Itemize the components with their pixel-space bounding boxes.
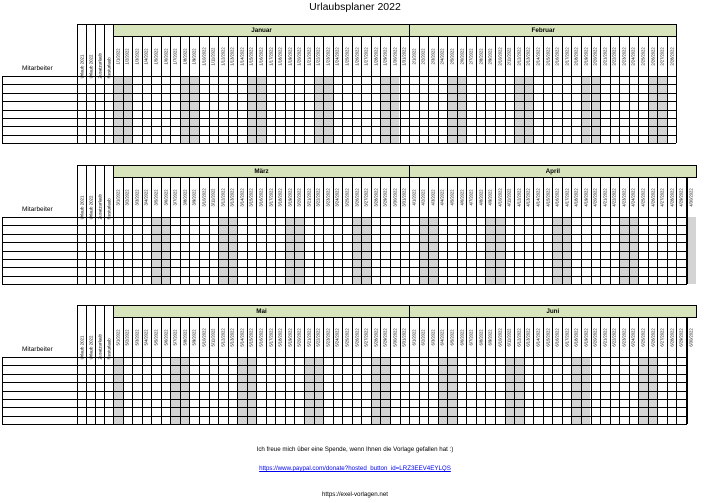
- date-label: 4/23/2022: [621, 187, 627, 207]
- date-label: 5/17/2022: [268, 327, 274, 347]
- date-label: 6/17/2022: [564, 327, 570, 347]
- date-label: 5/13/2022: [229, 327, 235, 347]
- date-label: 5/20/2022: [296, 327, 302, 347]
- date-label: 2/3/2022: [430, 48, 436, 64]
- date-label: 4/8/2022: [478, 189, 484, 205]
- date-label: 4/11/2022: [506, 188, 512, 206]
- date-label: 6/18/2022: [573, 327, 579, 347]
- date-label: 3/16/2022: [258, 187, 264, 207]
- date-label: 4/19/2022: [583, 187, 589, 207]
- date-label: 3/10/2022: [201, 187, 207, 207]
- date-label: 4/24/2022: [630, 187, 636, 207]
- month-header-mai: Mai: [113, 305, 410, 318]
- date-label: 1/18/2022: [277, 46, 283, 66]
- employee-name-cell[interactable]: [3, 136, 76, 143]
- date-label: 6/9/2022: [487, 329, 493, 345]
- employee-name-cell[interactable]: [3, 85, 76, 92]
- date-label: 6/25/2022: [640, 327, 646, 347]
- date-label: 4/6/2022: [459, 189, 465, 205]
- date-label: 3/24/2022: [334, 187, 340, 207]
- date-label: 4/27/2022: [659, 187, 665, 207]
- date-label: 6/28/2022: [669, 327, 675, 347]
- date-label: 5/11/2022: [210, 328, 216, 346]
- employee-name-cell[interactable]: [3, 102, 76, 109]
- grid-line: [2, 242, 687, 243]
- employee-name-cell[interactable]: [3, 375, 76, 382]
- date-label: 6/30/2022: [688, 327, 694, 347]
- date-label: 1/22/2022: [315, 46, 321, 66]
- date-label: 1/1/2022: [115, 48, 121, 64]
- grid-line: [676, 36, 677, 143]
- date-label: 4/13/2022: [525, 187, 531, 207]
- date-label: 5/4/2022: [143, 329, 149, 345]
- grid-line: [2, 374, 687, 375]
- date-label: 6/29/2022: [678, 327, 684, 347]
- date-label: 5/5/2022: [153, 329, 159, 345]
- date-label: 3/21/2022: [306, 187, 312, 207]
- date-label: 5/15/2022: [248, 327, 254, 347]
- date-label: 1/23/2022: [325, 46, 331, 66]
- date-label: 2/22/2022: [611, 46, 617, 66]
- date-label: 5/23/2022: [325, 327, 331, 347]
- column-header-urlaub-2022: Urlaub 2022: [88, 335, 93, 359]
- date-label: 1/26/2022: [354, 46, 360, 66]
- date-label: 1/15/2022: [248, 46, 254, 66]
- grid-line: [2, 110, 676, 111]
- date-label: 1/21/2022: [306, 46, 312, 66]
- date-label: 2/2/2022: [420, 48, 426, 64]
- date-label: 4/15/2022: [545, 187, 551, 207]
- month-header-april: April: [409, 165, 697, 178]
- column-header-zusatzurlaub: Zusatzurlaub: [97, 52, 102, 78]
- column-header-resturlaub: Resturlaub: [106, 337, 111, 359]
- date-label: 2/15/2022: [545, 46, 551, 66]
- date-label: 2/11/2022: [506, 47, 512, 65]
- date-label: 2/20/2022: [592, 46, 598, 66]
- date-label: 1/5/2022: [153, 48, 159, 64]
- date-label: 3/7/2022: [172, 189, 178, 205]
- date-label: 5/29/2022: [382, 327, 388, 347]
- date-label: 5/14/2022: [239, 327, 245, 347]
- date-label: 1/24/2022: [334, 46, 340, 66]
- date-label: 3/19/2022: [287, 187, 293, 207]
- site-url: https://exel-vorlagen.net: [321, 491, 389, 498]
- date-label: 6/8/2022: [478, 329, 484, 345]
- date-label: 4/22/2022: [611, 187, 617, 207]
- employee-name-cell[interactable]: [3, 358, 76, 365]
- date-label: 5/27/2022: [363, 327, 369, 347]
- date-label: 1/11/2022: [210, 47, 216, 65]
- date-label: 4/10/2022: [497, 187, 503, 207]
- date-label: 3/20/2022: [296, 187, 302, 207]
- grid-line: [2, 259, 687, 260]
- date-label: 4/9/2022: [487, 189, 493, 205]
- employee-name-cell[interactable]: [3, 111, 76, 118]
- date-label: 4/21/2022: [602, 187, 608, 207]
- employee-name-cell[interactable]: [3, 383, 76, 390]
- date-label: 6/21/2022: [602, 327, 608, 347]
- employee-name-cell[interactable]: [3, 260, 76, 267]
- date-label: 6/3/2022: [430, 329, 436, 345]
- row-header-mitarbeiter: Mitarbeiter: [22, 206, 53, 213]
- planner-block: [0, 24, 710, 149]
- date-label: 1/14/2022: [239, 46, 245, 66]
- date-label: 3/3/2022: [134, 189, 140, 205]
- month-header-juni: Juni: [409, 305, 697, 318]
- date-label: 3/9/2022: [191, 189, 197, 205]
- date-label: 6/11/2022: [506, 328, 512, 346]
- employee-name-cell[interactable]: [3, 226, 76, 233]
- grid-line: [77, 165, 113, 166]
- date-label: 6/6/2022: [459, 329, 465, 345]
- date-label: 3/4/2022: [143, 189, 149, 205]
- employee-name-cell[interactable]: [3, 392, 76, 399]
- month-header-januar: Januar: [113, 24, 410, 37]
- date-label: 2/7/2022: [468, 48, 474, 64]
- column-header-zusatzurlaub: Zusatzurlaub: [97, 333, 102, 359]
- date-label: 1/27/2022: [363, 46, 369, 66]
- date-label: 4/20/2022: [592, 187, 598, 207]
- date-label: 3/11/2022: [210, 188, 216, 206]
- date-label: 4/29/2022: [678, 187, 684, 207]
- grid-line: [687, 317, 688, 424]
- employee-name-cell[interactable]: [3, 243, 76, 250]
- grid-line: [2, 276, 687, 277]
- date-label: 1/13/2022: [229, 46, 235, 66]
- grid-line: [2, 382, 687, 383]
- column-header-zusatzurlaub: Zusatzurlaub: [97, 193, 102, 219]
- date-label: 2/12/2022: [516, 46, 522, 66]
- date-label: 5/1/2022: [115, 329, 121, 345]
- date-label: 1/29/2022: [382, 46, 388, 66]
- grid-line: [2, 251, 687, 252]
- employee-name-cell[interactable]: [3, 417, 76, 424]
- grid-line: [2, 225, 687, 226]
- employee-name-cell[interactable]: [3, 366, 76, 373]
- grid-line: [2, 135, 676, 136]
- grid-line: [687, 177, 688, 284]
- date-label: 5/6/2022: [163, 329, 169, 345]
- planner-block: [0, 165, 710, 290]
- employee-name-cell[interactable]: [3, 127, 76, 134]
- grid-line: [2, 126, 676, 127]
- date-label: 6/5/2022: [449, 329, 455, 345]
- grid-line: [2, 143, 676, 144]
- date-label: 3/5/2022: [153, 189, 159, 205]
- employee-name-cell[interactable]: [3, 218, 76, 225]
- date-label: 4/25/2022: [640, 187, 646, 207]
- grid-line: [113, 36, 676, 37]
- date-label: 1/8/2022: [182, 48, 188, 64]
- employee-name-cell[interactable]: [3, 277, 76, 284]
- date-label: 3/6/2022: [163, 189, 169, 205]
- date-label: 1/25/2022: [344, 46, 350, 66]
- date-label: 3/22/2022: [315, 187, 321, 207]
- date-label: 5/21/2022: [306, 327, 312, 347]
- date-label: 4/2/2022: [420, 189, 426, 205]
- date-label: 2/26/2022: [650, 46, 656, 66]
- date-label: 3/13/2022: [229, 187, 235, 207]
- date-label: 1/19/2022: [287, 46, 293, 66]
- date-label: 3/15/2022: [248, 187, 254, 207]
- date-label: 4/26/2022: [650, 187, 656, 207]
- date-label: 4/5/2022: [449, 189, 455, 205]
- date-label: 4/17/2022: [564, 187, 570, 207]
- date-label: 6/22/2022: [611, 327, 617, 347]
- date-label: 3/29/2022: [382, 187, 388, 207]
- grid-line: [2, 234, 687, 235]
- employee-name-cell[interactable]: [3, 77, 76, 84]
- date-label: 6/14/2022: [535, 327, 541, 347]
- date-label: 6/27/2022: [659, 327, 665, 347]
- employee-name-cell[interactable]: [3, 94, 76, 101]
- date-label: 5/16/2022: [258, 327, 264, 347]
- date-label: 1/4/2022: [143, 48, 149, 64]
- date-label: 5/26/2022: [354, 327, 360, 347]
- date-label: 4/14/2022: [535, 187, 541, 207]
- date-label: 3/26/2022: [354, 187, 360, 207]
- date-label: 2/8/2022: [478, 48, 484, 64]
- date-label: 3/14/2022: [239, 187, 245, 207]
- date-label: 1/17/2022: [268, 46, 274, 66]
- date-label: 2/10/2022: [497, 46, 503, 66]
- grid-line: [2, 93, 676, 94]
- date-label: 6/10/2022: [497, 327, 503, 347]
- date-label: 6/26/2022: [650, 327, 656, 347]
- column-header-urlaub-2021: Urlaub 2021: [79, 195, 84, 219]
- planner-block: [0, 305, 710, 430]
- date-label: 3/23/2022: [325, 187, 331, 207]
- row-header-mitarbeiter: Mitarbeiter: [22, 65, 53, 72]
- date-label: 1/6/2022: [163, 48, 169, 64]
- date-label: 1/2/2022: [124, 48, 130, 64]
- date-label: 5/3/2022: [134, 329, 140, 345]
- column-header-urlaub-2022: Urlaub 2022: [88, 195, 93, 219]
- date-label: 2/28/2022: [669, 46, 675, 66]
- date-label: 2/17/2022: [564, 46, 570, 66]
- date-label: 2/6/2022: [459, 48, 465, 64]
- date-label: 5/10/2022: [201, 327, 207, 347]
- date-label: 1/3/2022: [134, 48, 140, 64]
- date-label: 2/25/2022: [640, 46, 646, 66]
- date-label: 2/9/2022: [487, 48, 493, 64]
- date-label: 6/24/2022: [630, 327, 636, 347]
- employee-name-cell[interactable]: [3, 408, 76, 415]
- date-label: 1/9/2022: [191, 48, 197, 64]
- date-label: 1/16/2022: [258, 46, 264, 66]
- date-label: 2/4/2022: [439, 48, 445, 64]
- donation-link-row: [0, 465, 710, 472]
- date-label: 4/30/2022: [688, 187, 694, 207]
- date-label: 3/2/2022: [124, 189, 130, 205]
- grid-line: [2, 407, 687, 408]
- date-label: 6/20/2022: [592, 327, 598, 347]
- employee-name-cell[interactable]: [3, 119, 76, 126]
- employee-name-cell[interactable]: [3, 252, 76, 259]
- date-label: 6/1/2022: [411, 329, 417, 345]
- grid-line: [2, 217, 687, 218]
- date-label: 2/5/2022: [449, 48, 455, 64]
- date-label: 5/31/2022: [401, 327, 407, 347]
- date-label: 3/27/2022: [363, 187, 369, 207]
- date-label: 1/10/2022: [201, 46, 207, 66]
- date-label: 5/9/2022: [191, 329, 197, 345]
- grid-line: [2, 424, 687, 425]
- date-label: 6/12/2022: [516, 327, 522, 347]
- date-label: 5/19/2022: [287, 327, 293, 347]
- date-label: 3/8/2022: [182, 189, 188, 205]
- grid-line: [77, 24, 113, 25]
- month-header-februar: Februar: [409, 24, 677, 37]
- date-label: 6/2/2022: [420, 329, 426, 345]
- date-label: 4/7/2022: [468, 189, 474, 205]
- date-label: 2/21/2022: [602, 46, 608, 66]
- date-label: 2/14/2022: [535, 46, 541, 66]
- employee-name-cell[interactable]: [3, 400, 76, 407]
- date-label: 4/16/2022: [554, 187, 560, 207]
- grid-line: [77, 305, 113, 306]
- date-label: 4/12/2022: [516, 187, 522, 207]
- employee-name-cell[interactable]: [3, 268, 76, 275]
- employee-name-cell[interactable]: [3, 235, 76, 242]
- date-label: 6/16/2022: [554, 327, 560, 347]
- date-label: 2/19/2022: [583, 46, 589, 66]
- date-label: 3/25/2022: [344, 187, 350, 207]
- date-label: 3/18/2022: [277, 187, 283, 207]
- date-label: 5/30/2022: [392, 327, 398, 347]
- date-label: 1/12/2022: [220, 46, 226, 66]
- date-label: 5/7/2022: [172, 329, 178, 345]
- date-label: 4/1/2022: [411, 189, 417, 205]
- grid-line: [2, 399, 687, 400]
- donation-text: Ich freue mich über eine Spende, wenn Ihnen die Vorlage gefallen hat :): [256, 446, 454, 453]
- grid-line: [2, 365, 687, 366]
- date-label: 2/18/2022: [573, 46, 579, 66]
- grid-line: [2, 76, 676, 77]
- grid-line: [2, 267, 687, 268]
- date-label: 4/18/2022: [573, 187, 579, 207]
- date-label: 6/15/2022: [545, 327, 551, 347]
- column-header-resturlaub: Resturlaub: [106, 197, 111, 219]
- date-label: 4/4/2022: [439, 189, 445, 205]
- grid-line: [2, 391, 687, 392]
- grid-line: [2, 118, 676, 119]
- column-header-urlaub-2021: Urlaub 2021: [79, 54, 84, 78]
- date-label: 1/28/2022: [373, 46, 379, 66]
- date-label: 4/28/2022: [669, 187, 675, 207]
- date-label: 6/7/2022: [468, 329, 474, 345]
- date-label: 5/25/2022: [344, 327, 350, 347]
- date-label: 5/12/2022: [220, 327, 226, 347]
- page-title: Urlaubsplaner 2022: [309, 1, 401, 13]
- date-label: 3/28/2022: [373, 187, 379, 207]
- column-header-resturlaub: Resturlaub: [106, 56, 111, 78]
- date-label: 6/19/2022: [583, 327, 589, 347]
- grid-line: [2, 101, 676, 102]
- date-label: 2/23/2022: [621, 46, 627, 66]
- date-label: 3/31/2022: [401, 187, 407, 207]
- date-label: 3/12/2022: [220, 187, 226, 207]
- date-label: 3/1/2022: [115, 189, 121, 205]
- date-label: 1/20/2022: [296, 46, 302, 66]
- date-label: 3/17/2022: [268, 187, 274, 207]
- date-label: 5/18/2022: [277, 327, 283, 347]
- grid-line: [2, 416, 687, 417]
- date-label: 2/13/2022: [525, 46, 531, 66]
- grid-line: [113, 177, 687, 178]
- date-label: 1/7/2022: [172, 48, 178, 64]
- date-label: 4/3/2022: [430, 189, 436, 205]
- donation-link[interactable]: https://www.paypal.com/donate?hosted_button_id=LRZ3EEV4EYLQS: [259, 465, 451, 472]
- date-label: 6/13/2022: [525, 327, 531, 347]
- column-header-urlaub-2022: Urlaub 2022: [88, 54, 93, 78]
- row-header-mitarbeiter: Mitarbeiter: [22, 346, 53, 353]
- date-label: 1/31/2022: [401, 46, 407, 66]
- date-label: 5/8/2022: [182, 329, 188, 345]
- date-label: 2/16/2022: [554, 46, 560, 66]
- date-label: 2/27/2022: [659, 46, 665, 66]
- date-label: 3/30/2022: [392, 187, 398, 207]
- grid-line: [113, 317, 687, 318]
- date-label: 5/22/2022: [315, 327, 321, 347]
- month-header-märz: März: [113, 165, 410, 178]
- date-label: 1/30/2022: [392, 46, 398, 66]
- grid-line: [2, 84, 676, 85]
- date-label: 6/23/2022: [621, 327, 627, 347]
- date-label: 5/28/2022: [373, 327, 379, 347]
- date-label: 5/24/2022: [334, 327, 340, 347]
- grid-line: [2, 284, 687, 285]
- date-label: 2/24/2022: [630, 46, 636, 66]
- column-header-urlaub-2021: Urlaub 2021: [79, 335, 84, 359]
- date-label: 6/4/2022: [439, 329, 445, 345]
- grid-line: [2, 357, 687, 358]
- date-label: 2/1/2022: [411, 48, 417, 64]
- date-label: 5/2/2022: [124, 329, 130, 345]
